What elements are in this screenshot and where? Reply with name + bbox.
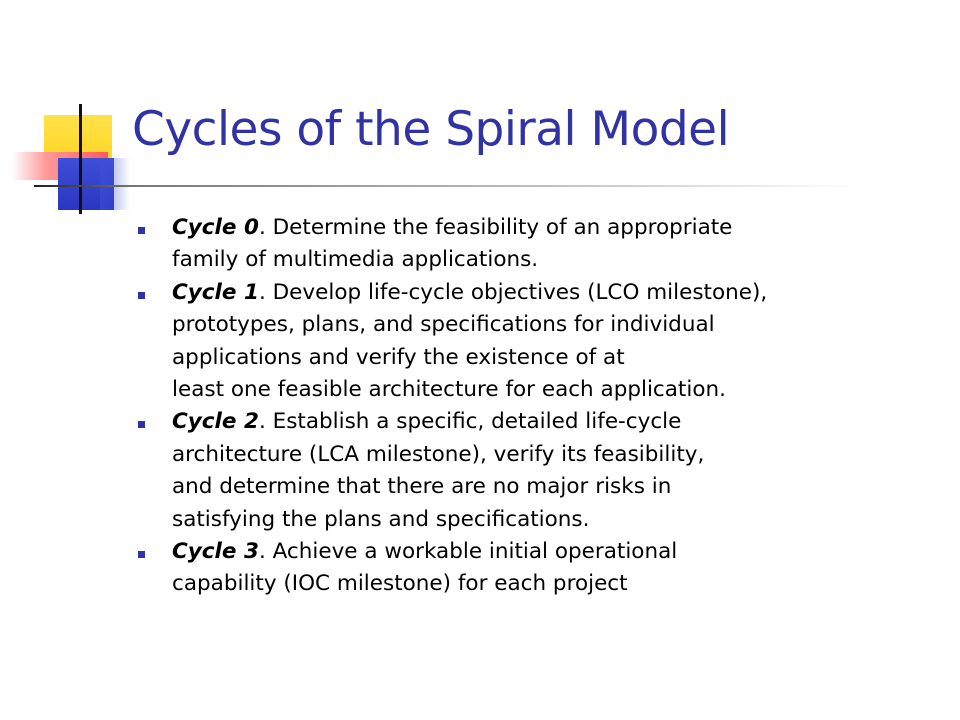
cycle-label: Cycle 1	[172, 279, 259, 305]
cycle-label: Cycle 2	[172, 409, 259, 435]
square-bullet-icon	[138, 421, 145, 428]
bullet-item-cycle-0	[137, 212, 857, 277]
bullet-text: . Establish a specific, detailed life-cycle	[258, 409, 682, 435]
bullet-item-cycle-1	[137, 277, 857, 407]
cycle-label: Cycle 0	[172, 215, 259, 240]
square-bullet-icon	[138, 292, 145, 299]
decorative-blue-fade	[100, 158, 130, 210]
bullet-text: . Achieve a workable initial operational	[258, 539, 678, 565]
bullet-line	[172, 406, 857, 438]
bullet-line: applications and verify the existence of at	[172, 344, 625, 370]
bullet-line: satisfying the plans and specifications.	[172, 506, 590, 532]
bullet-line: prototypes, plans, and specifications for individual	[172, 312, 715, 338]
decorative-vertical-line	[79, 104, 82, 214]
bullet-line: least one feasible architecture for each application.	[172, 377, 726, 403]
bullet-item-cycle-3	[137, 536, 857, 601]
square-bullet-icon	[138, 551, 145, 558]
bullet-line	[172, 212, 857, 244]
bullet-line: family of multimedia applications.	[172, 247, 539, 273]
bullet-text: . Develop life-cycle objectives (LCO milestone),	[258, 279, 768, 305]
square-bullet-icon	[138, 227, 145, 234]
cycle-label: Cycle 3	[172, 539, 259, 565]
bullet-list	[137, 212, 857, 601]
slide-title: Cycles of the Spiral Model	[132, 102, 730, 157]
bullet-item-cycle-2	[137, 406, 857, 536]
title-underline	[34, 185, 864, 187]
bullet-text: . Determine the feasibility of an appropriate	[258, 215, 733, 240]
bullet-line	[172, 536, 857, 568]
bullet-line: architecture (LCA milestone), verify its feasibility,	[172, 441, 705, 467]
bullet-line: capability (IOC milestone) for each project	[172, 571, 628, 597]
bullet-line	[172, 277, 857, 309]
bullet-line: and determine that there are no major risks in	[172, 474, 672, 500]
